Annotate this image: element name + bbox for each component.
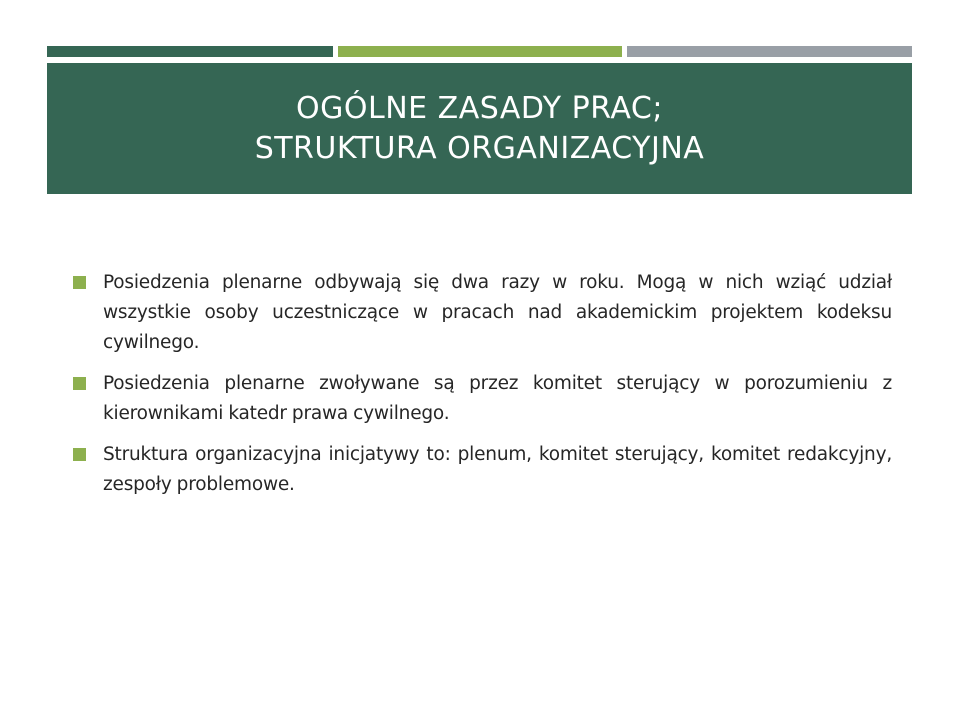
slide-title bbox=[255, 89, 705, 169]
decor-stripe-dark-green bbox=[47, 46, 333, 57]
square-bullet-icon bbox=[73, 377, 86, 390]
bullet-item bbox=[72, 268, 892, 358]
bullet-text: Posiedzenia plenarne zwoływane są przez komitet sterujący w porozumieniu z kierownikami katedr prawa cywilnego. bbox=[103, 373, 892, 424]
bullet-item bbox=[72, 369, 892, 429]
bullet-text: Struktura organizacyjna inicjatywy to: plenum, komitet sterujący, komitet redakcyjny, zespoły problemowe. bbox=[103, 444, 892, 495]
bullet-list bbox=[72, 268, 892, 511]
title-band bbox=[47, 63, 912, 194]
square-bullet-icon bbox=[73, 276, 86, 289]
bullet-item bbox=[72, 440, 892, 500]
bullet-text: Posiedzenia plenarne odbywają się dwa razy w roku. Mogą w nich wziąć udział wszystkie osoby uczestniczące w pracach nad akademickim projektem kodeksu cywilnego. bbox=[103, 272, 892, 353]
decor-stripe-light-green bbox=[338, 46, 622, 57]
slide-title-line-1: OGÓLNE ZASADY PRAC; bbox=[296, 90, 663, 126]
decor-stripe-gray bbox=[627, 46, 912, 57]
slide-title-line-2: STRUKTURA ORGANIZACYJNA bbox=[254, 130, 705, 166]
square-bullet-icon bbox=[73, 448, 86, 461]
